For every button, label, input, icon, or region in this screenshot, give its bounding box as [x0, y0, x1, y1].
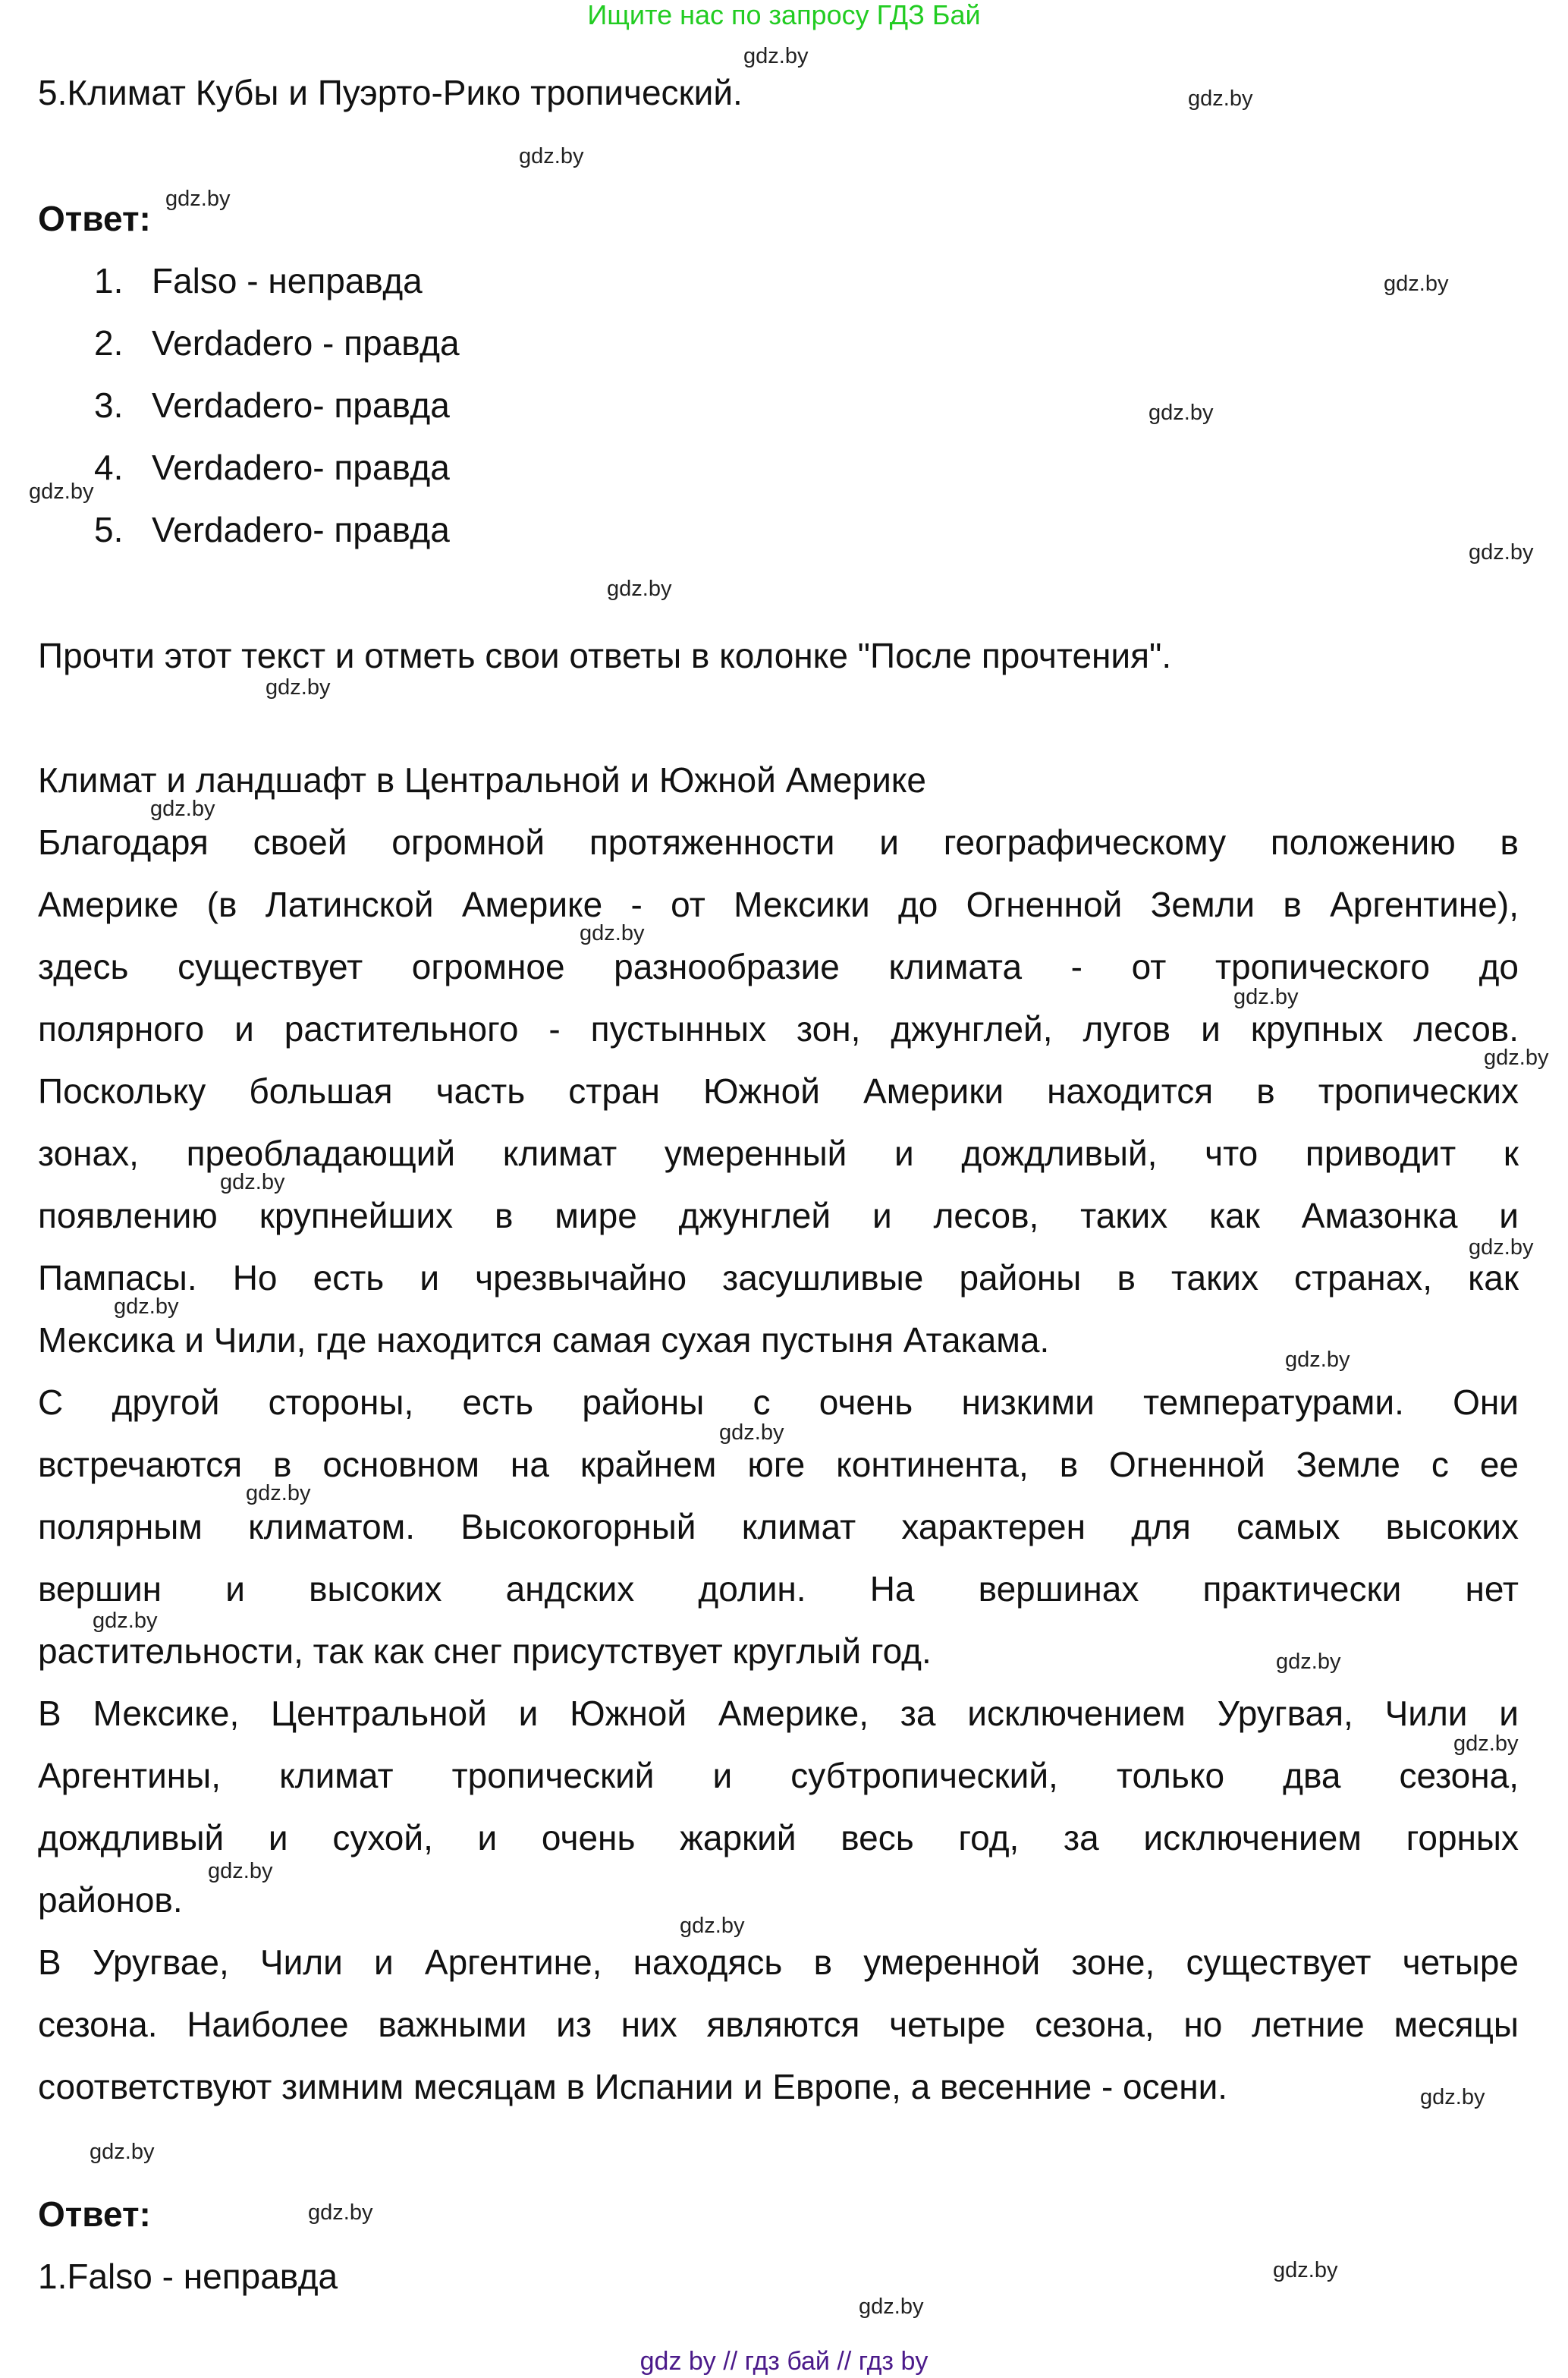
watermark: gdz.by	[1420, 2085, 1485, 2109]
watermark: gdz.by	[308, 2200, 373, 2225]
text-line: В Уругвае, Чили и Аргентине, находясь в умеренной зоне, существует четыре	[38, 1942, 1519, 1982]
text-line: растительности, так как снег присутствует круглый год.	[38, 1631, 932, 1671]
watermark: gdz.by	[208, 1859, 273, 1883]
watermark: gdz.by	[90, 2140, 155, 2164]
watermark: gdz.by	[1188, 87, 1253, 111]
watermark: gdz.by	[29, 480, 94, 504]
answer-item	[94, 499, 1568, 561]
answer-text: Falso - неправда	[152, 261, 423, 300]
text-line: Поскольку большая часть стран Южной Америки находится в тропических	[38, 1071, 1519, 1111]
watermark: gdz.by	[719, 1420, 784, 1445]
text-line: Мексика и Чили, где находится самая сухая пустыня Атакама.	[38, 1320, 1050, 1360]
text-line: Пампасы. Но есть и чрезвычайно засушливые районы в таких странах, как	[38, 1258, 1519, 1298]
text-line: сезона. Наиболее важными из них являются четыре сезона, но летние месяцы	[38, 2005, 1519, 2044]
answer2-label: Ответ:	[38, 2194, 151, 2234]
watermark: gdz.by	[1285, 1348, 1350, 1372]
watermark: gdz.by	[165, 187, 231, 211]
answer-number: 1.	[94, 261, 124, 300]
answer-number: 5.	[94, 510, 124, 549]
answer2-first: 1.Falso - неправда	[38, 2257, 338, 2296]
text-line: вершин и высоких андских долин. На вершинах практически нет	[38, 1569, 1519, 1609]
watermark: gdz.by	[150, 797, 215, 821]
instruction: Прочти этот текст и отметь свои ответы в колонке "После прочтения".	[38, 636, 1172, 675]
answer-item	[94, 250, 1568, 312]
text-line: появлению крупнейших в мире джунглей и лесов, таких как Амазонка и	[38, 1196, 1519, 1235]
text-line: соответствуют зимним месяцам в Испании и Европе, а весенние - осени.	[38, 2067, 1228, 2106]
watermark: gdz.by	[220, 1170, 285, 1194]
text-line: С другой стороны, есть районы с очень низкими температурами. Они	[38, 1382, 1519, 1422]
text-line: полярного и растительного - пустынных зон, джунглей, лугов и крупных лесов.	[38, 1009, 1519, 1049]
watermark: gdz.by	[1453, 1732, 1519, 1756]
watermark: gdz.by	[680, 1914, 745, 1938]
watermark: gdz.by	[1149, 401, 1214, 425]
answer-item	[94, 436, 1568, 499]
answer-text: Verdadero- правда	[152, 385, 450, 425]
answer-item	[94, 374, 1568, 436]
watermark: gdz.by	[1384, 272, 1449, 296]
text-line: дождливый и сухой, и очень жаркий весь год, за исключением горных	[38, 1818, 1519, 1857]
answer-text: Verdadero - правда	[152, 323, 460, 363]
watermark: gdz.by	[1484, 1046, 1549, 1070]
watermark: gdz.by	[519, 144, 584, 168]
watermark: gdz.by	[114, 1294, 179, 1319]
watermark: gdz.by	[1469, 540, 1534, 565]
text-line: В Мексике, Центральной и Южной Америке, за исключением Уругвая, Чили и	[38, 1694, 1519, 1733]
watermark: gdz.by	[580, 921, 645, 945]
text-line: Благодаря своей огромной протяженности и географическому положению в	[38, 823, 1519, 862]
watermark: gdz.by	[246, 1481, 311, 1505]
text-line: Аргентины, климат тропический и субтропический, только два сезона,	[38, 1756, 1519, 1795]
answer-number: 2.	[94, 323, 124, 363]
watermark: gdz.by	[1273, 2258, 1338, 2282]
answer-label: Ответ:	[38, 199, 151, 238]
watermark: gdz.by	[1469, 1235, 1534, 1260]
watermark: gdz.by	[607, 577, 672, 601]
text-line: Америке (в Латинской Америке - от Мексики до Огненной Земли в Аргентине),	[38, 885, 1519, 924]
watermark: gdz.by	[859, 2295, 924, 2319]
text-line: районов.	[38, 1880, 183, 1920]
question-5: 5.Климат Кубы и Пуэрто-Рико тропический.	[38, 73, 743, 112]
watermark: gdz.by	[266, 675, 331, 700]
text-line: здесь существует огромное разнообразие климата - от тропического до	[38, 947, 1519, 986]
answer-item	[94, 312, 1568, 374]
watermark: gdz.by	[93, 1609, 158, 1633]
watermark: gdz.by	[1276, 1650, 1341, 1674]
answer-text: Verdadero- правда	[152, 448, 450, 487]
answer-number: 4.	[94, 448, 124, 487]
watermark: gdz.by	[1233, 985, 1299, 1009]
answer-number: 3.	[94, 385, 124, 425]
text-title: Климат и ландшафт в Центральной и Южной Америке	[38, 760, 927, 800]
text-line: полярным климатом. Высокогорный климат характерен для самых высоких	[38, 1507, 1519, 1546]
footer-links[interactable]: gdz by // гдз бай // гдз by	[639, 2347, 929, 2376]
text-line: зонах, преобладающий климат умеренный и дождливый, что приводит к	[38, 1134, 1519, 1173]
text-line: встречаются в основном на крайнем юге континента, в Огненной Земле с ее	[38, 1445, 1519, 1484]
answer-text: Verdadero- правда	[152, 510, 450, 549]
header-search-link[interactable]: Ищите нас по запросу ГДЗ Бай	[587, 0, 981, 30]
watermark: gdz.by	[743, 44, 809, 68]
